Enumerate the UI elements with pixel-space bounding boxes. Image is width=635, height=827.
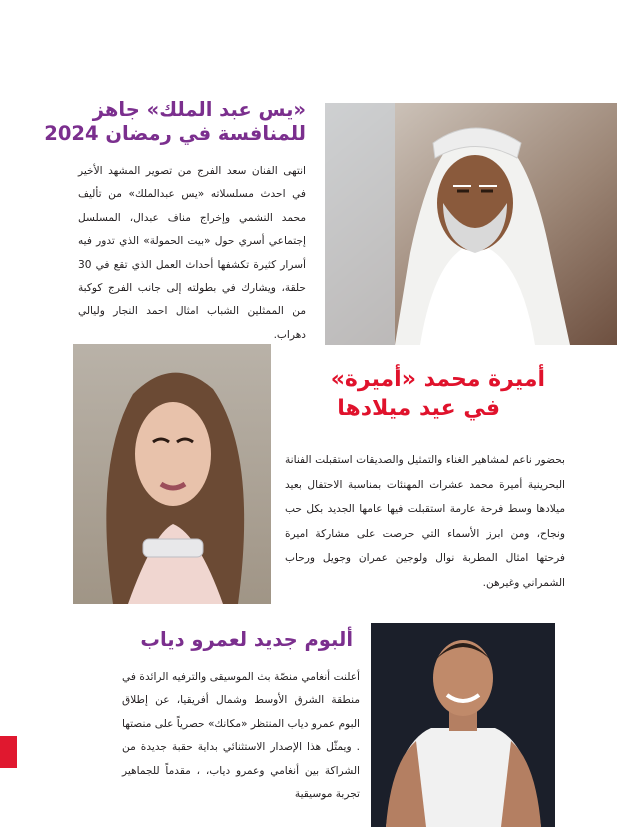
article-3-title-line-1: ألبوم جديد لعمرو دياب <box>140 628 353 651</box>
article-3-body: أعلنت أنغامي منصّة بث الموسيقى والترفيه الرائدة في منطقة الشرق الأوسط وشمال أفريقيا، عن إطلاق البوم عمرو دياب المنتظر «مكانك» حصرياً على منصتها . ويمثّل هذا الإصدار الاستثنائي بداية حقبة جديدة من الشراكة بين أنغامي وعمرو دياب، ، مقدماً للجماهير تجربة موسيقية <box>122 671 360 801</box>
portrait-man-white-ghutra-icon <box>325 103 617 345</box>
article-1-photo <box>325 103 617 345</box>
article-2-body: بحضور ناعم لمشاهير الغناء والتمثيل والصديقات استقبلت الفنانة البحرينية أميرة محمد عشرات المهنئات بمناسبة الاحتفال بعيد ميلادها وسط فرحة عارمة استقبلت فيها عامها الجديد بكل حب ونجاح، ومن ابرز الأسماء التي حرصت على مشاركة اميرة فرحتها امثال المطربة نوال ولوجين عمران وجويل ورحاب الشمراني وغيرهن. <box>285 454 565 589</box>
article-1-title <box>26 98 306 147</box>
article-3-photo <box>371 623 555 827</box>
article-2-title-line-2: في عيد ميلادها <box>337 395 500 421</box>
article-2-title-line-1: أميرة محمد «أميرة» <box>330 367 545 392</box>
portrait-man-white-tshirt-icon <box>371 623 555 827</box>
side-tab-marker <box>0 736 17 768</box>
article-2-photo <box>73 344 271 604</box>
article-1-title-line-1: «يس عبد الملك» جاهز <box>92 98 306 121</box>
article-2-title <box>285 366 545 423</box>
article-1-body: انتهى الفنان سعد الفرج من تصوير المشهد الأخير في احدث مسلسلاته «يس عبدالملك» من تأليف محمد النشمي وإخراج مناف عبدال، المسلسل إجتماعي أسري حول «بيت الحمولة» الذي تدور فيه أسرار كثيرة تكشفها أحداث العمل الذي تقع في 30 حلقة، ويشارك في بطولته إلى جانب الفرج كوكبة من الممثلين الشباب امثال احمد النجار وليالي دهراب. <box>78 165 306 341</box>
portrait-woman-icon <box>73 344 271 604</box>
article-3-title <box>103 628 353 652</box>
article-1-title-line-2: للمنافسة في رمضان 2024 <box>44 122 306 146</box>
